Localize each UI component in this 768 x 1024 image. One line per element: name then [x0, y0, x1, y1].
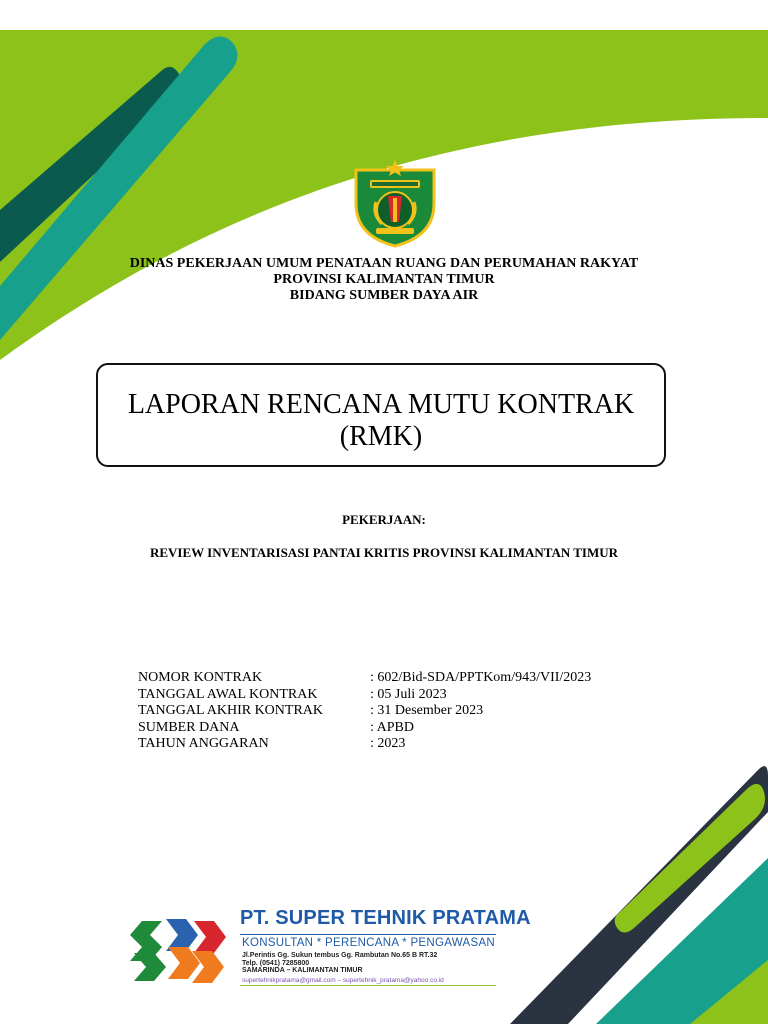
project-name: REVIEW INVENTARISASI PANTAI KRITIS PROVINSI KALIMANTAN TIMUR	[149, 545, 619, 560]
company-name: PT. SUPER TEHNIK PRATAMA	[240, 907, 531, 929]
contract-row	[138, 670, 591, 687]
provincial-emblem	[352, 158, 438, 248]
contract-key: TANGGAL AWAL KONTRAK	[138, 686, 318, 702]
project-label: PEKERJAAN:	[342, 512, 426, 527]
contract-key: SUMBER DANA	[138, 719, 240, 735]
contract-row	[138, 687, 591, 704]
contract-value: : 2023	[370, 736, 406, 751]
agency-name: DINAS PEKERJAAN UMUM PENATAAN RUANG DAN PERUMAHAN RAKYAT	[129, 256, 639, 271]
contract-info	[138, 670, 591, 753]
company-block	[128, 905, 531, 987]
agency-header	[0, 256, 768, 304]
contract-key: NOMOR KONTRAK	[138, 670, 263, 685]
company-tagline: KONSULTAN * PERENCANA * PENGAWASAN	[242, 937, 496, 949]
contract-row	[138, 736, 591, 753]
company-street: Jl.Perintis Gg. Sukun tembus Gg. Rambutan No.65 B RT.32	[242, 952, 438, 959]
company-email: supertehnikpratama@gmail.com – supertehnik_pratama@yahoo.co.id	[242, 977, 444, 984]
company-phone: Telp. (0541) 7285800	[242, 959, 310, 967]
report-title-box	[96, 363, 666, 467]
report-title: LAPORAN RENCANA MUTU KONTRAK	[127, 389, 635, 420]
contract-row	[138, 720, 591, 737]
company-logo	[128, 913, 228, 985]
contract-value: : 31 Desember 2023	[370, 703, 484, 718]
agency-division: BIDANG SUMBER DAYA AIR	[289, 288, 479, 303]
company-bottom-line	[240, 985, 496, 986]
contract-key: TANGGAL AKHIR KONTRAK	[138, 703, 324, 718]
company-address	[242, 952, 437, 975]
company-divider	[240, 934, 496, 935]
contract-value: : APBD	[370, 719, 414, 735]
contract-value: : 05 Juli 2023	[370, 686, 447, 702]
agency-province: PROVINSI KALIMANTAN TIMUR	[273, 272, 495, 287]
report-abbreviation: (RMK)	[339, 421, 423, 452]
contract-row	[138, 703, 591, 720]
contract-key: TAHUN ANGGARAN	[138, 736, 269, 751]
contract-value: : 602/Bid-SDA/PPTKom/943/VII/2023	[370, 670, 592, 685]
company-city: SAMARINDA – KALIMANTAN TIMUR	[242, 967, 363, 974]
